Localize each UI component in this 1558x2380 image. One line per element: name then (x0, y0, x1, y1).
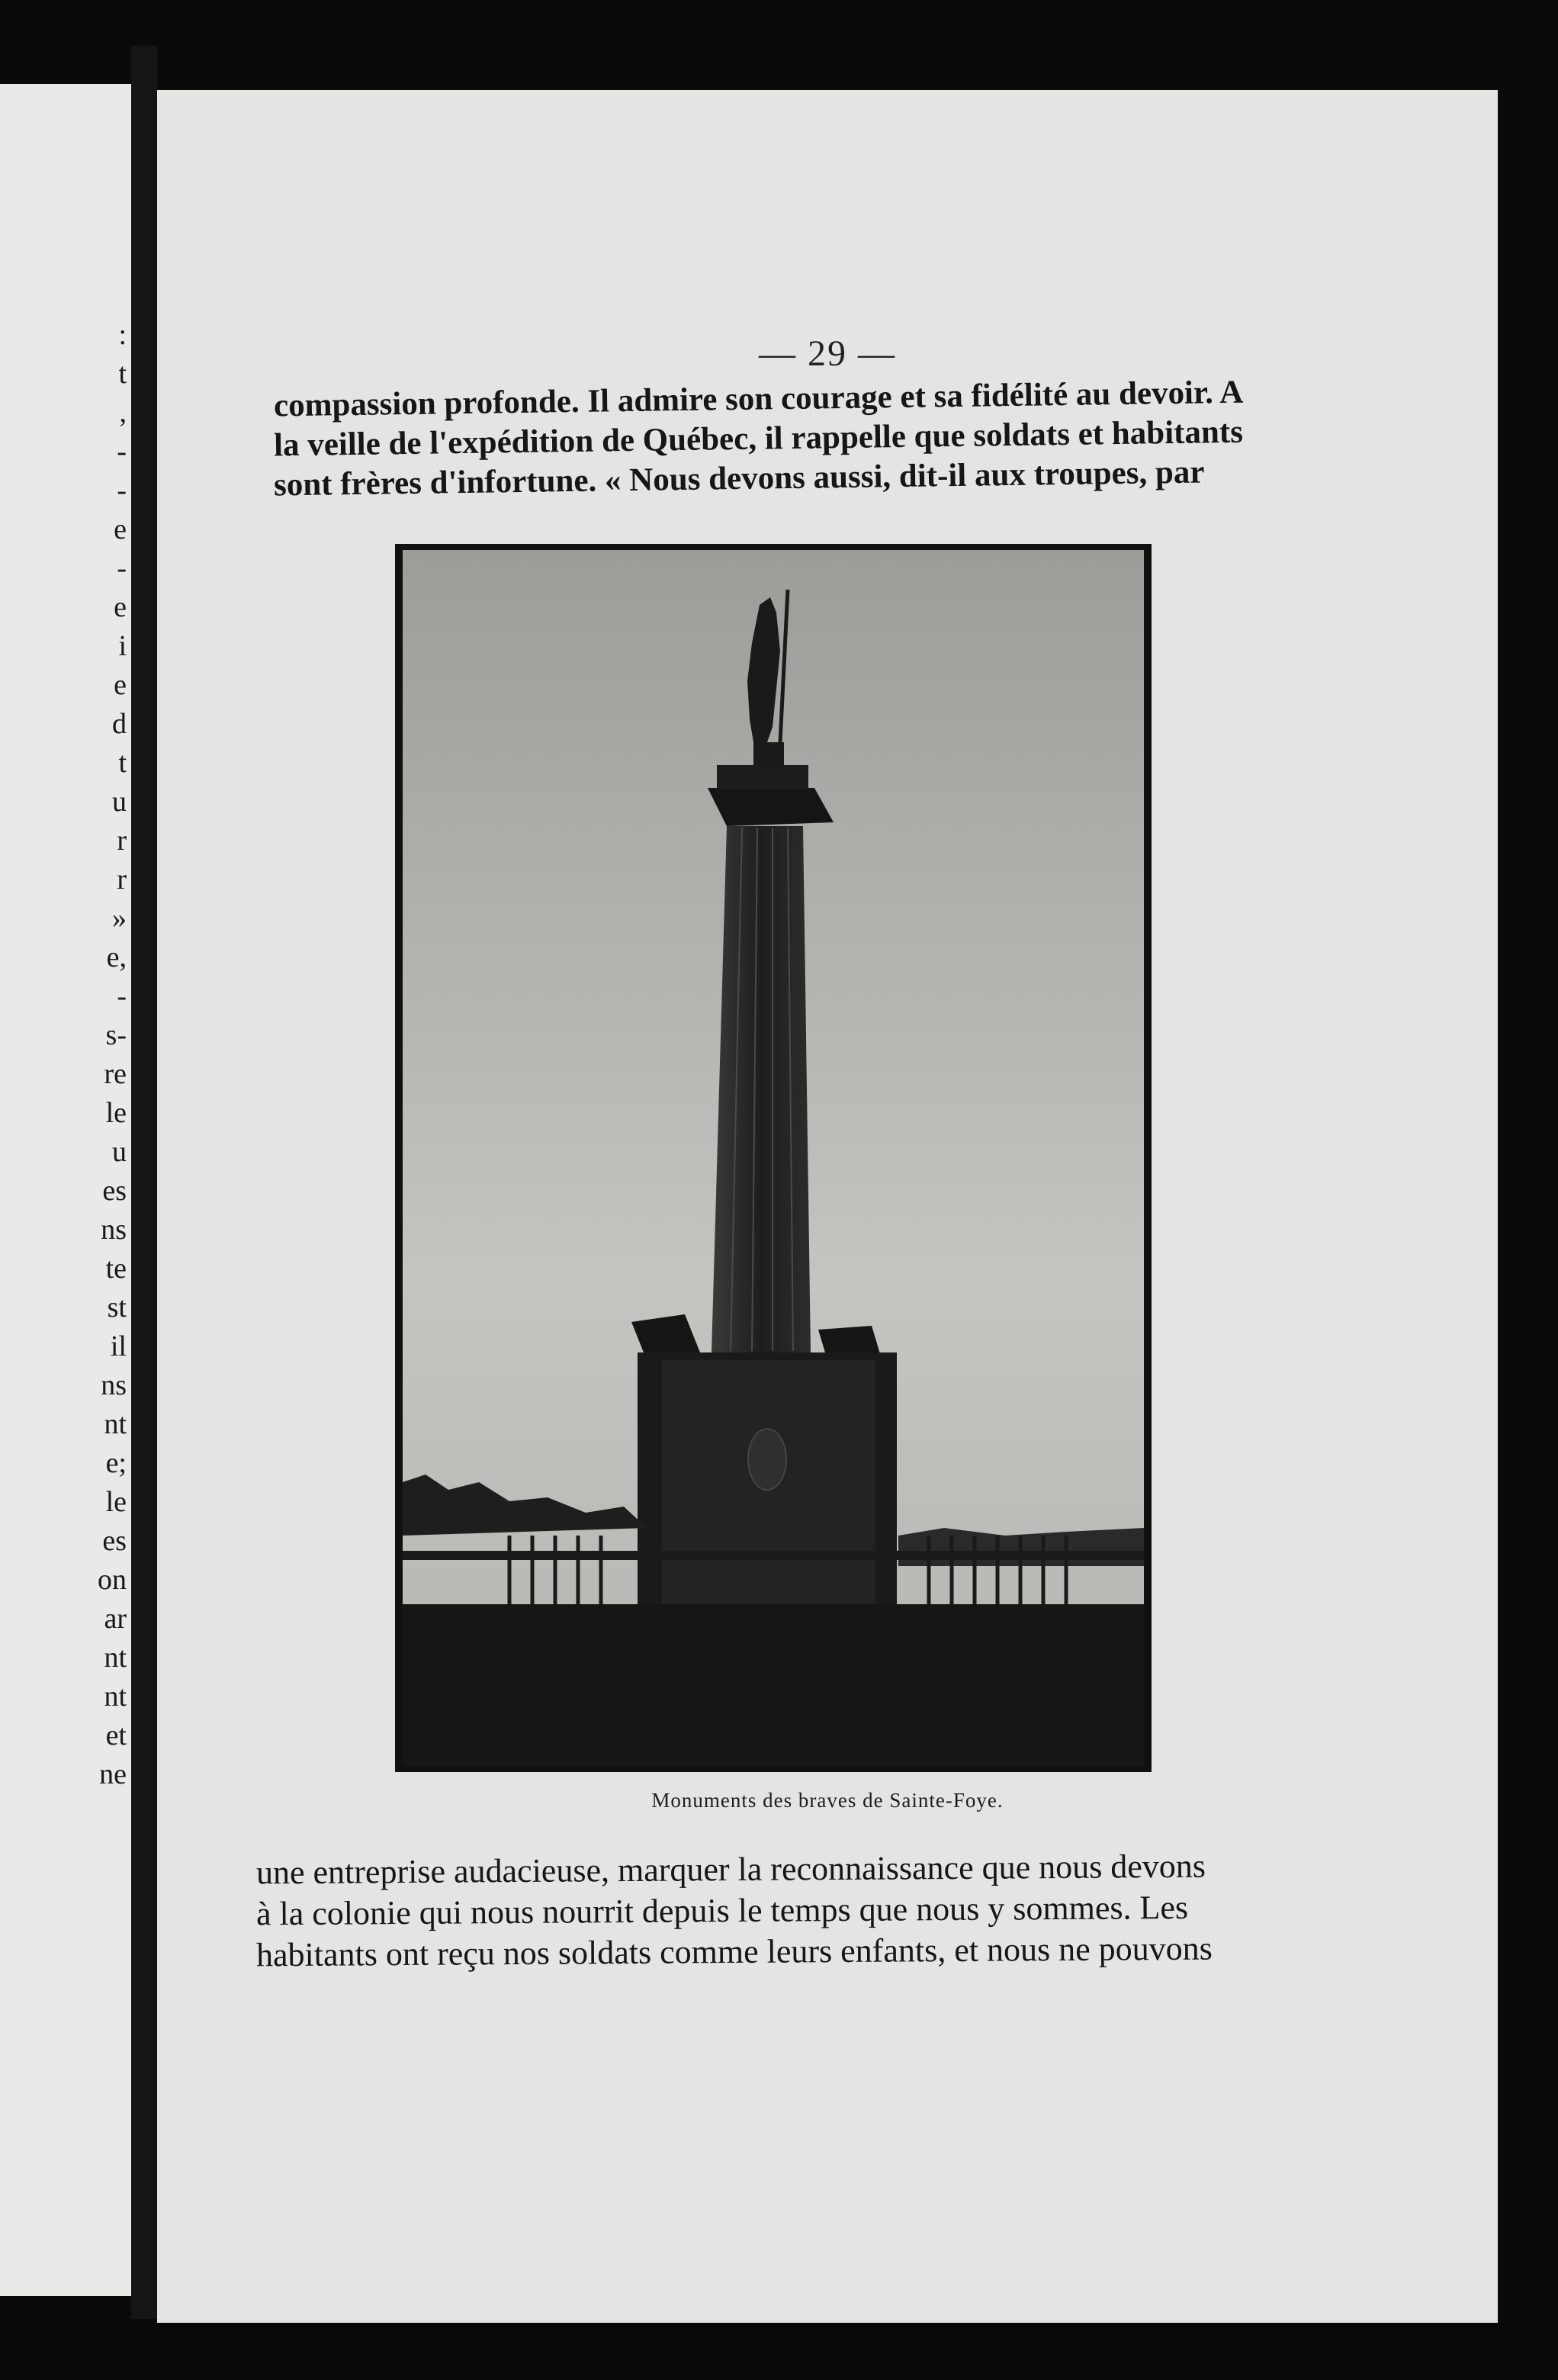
left-page-text-fragment: re (104, 1058, 127, 1090)
left-page-text-fragment: u (112, 786, 127, 818)
left-page-text-fragment: nt (104, 1408, 127, 1440)
left-page-text-fragment: st (107, 1291, 127, 1323)
figure-caption: Monuments des braves de Sainte-Foye. (651, 1789, 1004, 1812)
text-line: une entreprise audacieuse, marquer la reconnaissance que nous devons (255, 1847, 1206, 1892)
left-page-text-fragment: t (118, 358, 127, 390)
text-line: à la colonie qui nous nourrit depuis le temps que nous y sommes. Les (255, 1888, 1189, 1933)
left-page-text-fragment: d (112, 708, 127, 740)
left-page-text-fragment: es (102, 1175, 127, 1207)
left-page-text-fragment: il (110, 1330, 127, 1362)
monument-illustration (395, 544, 1152, 1772)
top-paragraph (273, 374, 1418, 503)
left-page-text-fragment: nt (104, 1680, 127, 1713)
book-gutter (131, 46, 157, 2319)
left-page-text-fragment: r (117, 864, 127, 896)
left-page-text-fragment: et (105, 1719, 127, 1751)
left-page-text-fragment: nt (104, 1642, 127, 1674)
left-page-text-fragment: e (114, 513, 127, 545)
bottom-paragraph (256, 1848, 1431, 1972)
left-page-text-fragment: e; (105, 1447, 127, 1479)
left-page-text-fragment: le (105, 1097, 127, 1129)
book-page (157, 90, 1498, 2356)
left-page-text-fragment: u (112, 1136, 127, 1168)
left-page-text-fragment: - (117, 474, 127, 507)
left-page-text-fragment: ns (101, 1214, 127, 1246)
left-page-text-fragment: es (102, 1525, 127, 1557)
text-line: habitants ont reçu nos soldats comme leurs enfants, et nous ne pouvons (255, 1929, 1213, 1974)
text-line: la veille de l'expédition de Québec, il rappelle que soldats et habitants (273, 413, 1244, 464)
page-number: — 29 — (759, 333, 896, 374)
left-page-text-fragment: , (119, 397, 127, 429)
left-page-text-fragment: e (114, 669, 127, 701)
text-line: compassion profonde. Il admire son courage et sa fidélité au devoir. A (273, 374, 1244, 424)
left-page-text-fragment: t (118, 747, 127, 779)
left-page-text-fragment: - (117, 436, 127, 468)
left-page-text-fragment: le (105, 1486, 127, 1518)
left-page-text-fragment: e (114, 591, 127, 623)
text-line: sont frères d'infortune. « Nous devons aussi, dit-il aux troupes, par (273, 454, 1205, 503)
left-page-text-fragment: : (118, 319, 127, 351)
left-page-text-fragment: te (105, 1253, 127, 1285)
left-page-text-fragment: on (98, 1564, 127, 1596)
left-page-text-fragment: s- (105, 1019, 127, 1051)
scan-bottom-edge (0, 2323, 1558, 2380)
left-page-text-fragment: - (117, 980, 127, 1012)
left-page-text-fragment: ns (101, 1369, 127, 1401)
previous-page-strip (0, 84, 131, 2296)
left-page-text-fragment: e, (106, 941, 127, 973)
left-page-text-fragment: ne (99, 1758, 127, 1790)
left-page-text-fragment: - (117, 552, 127, 584)
left-page-text-fragment: r (117, 825, 127, 857)
left-page-text-fragment: i (118, 630, 127, 662)
left-page-text-fragment: » (112, 902, 127, 934)
monument-photograph (395, 544, 1152, 1772)
left-page-text-fragment: ar (104, 1603, 127, 1635)
